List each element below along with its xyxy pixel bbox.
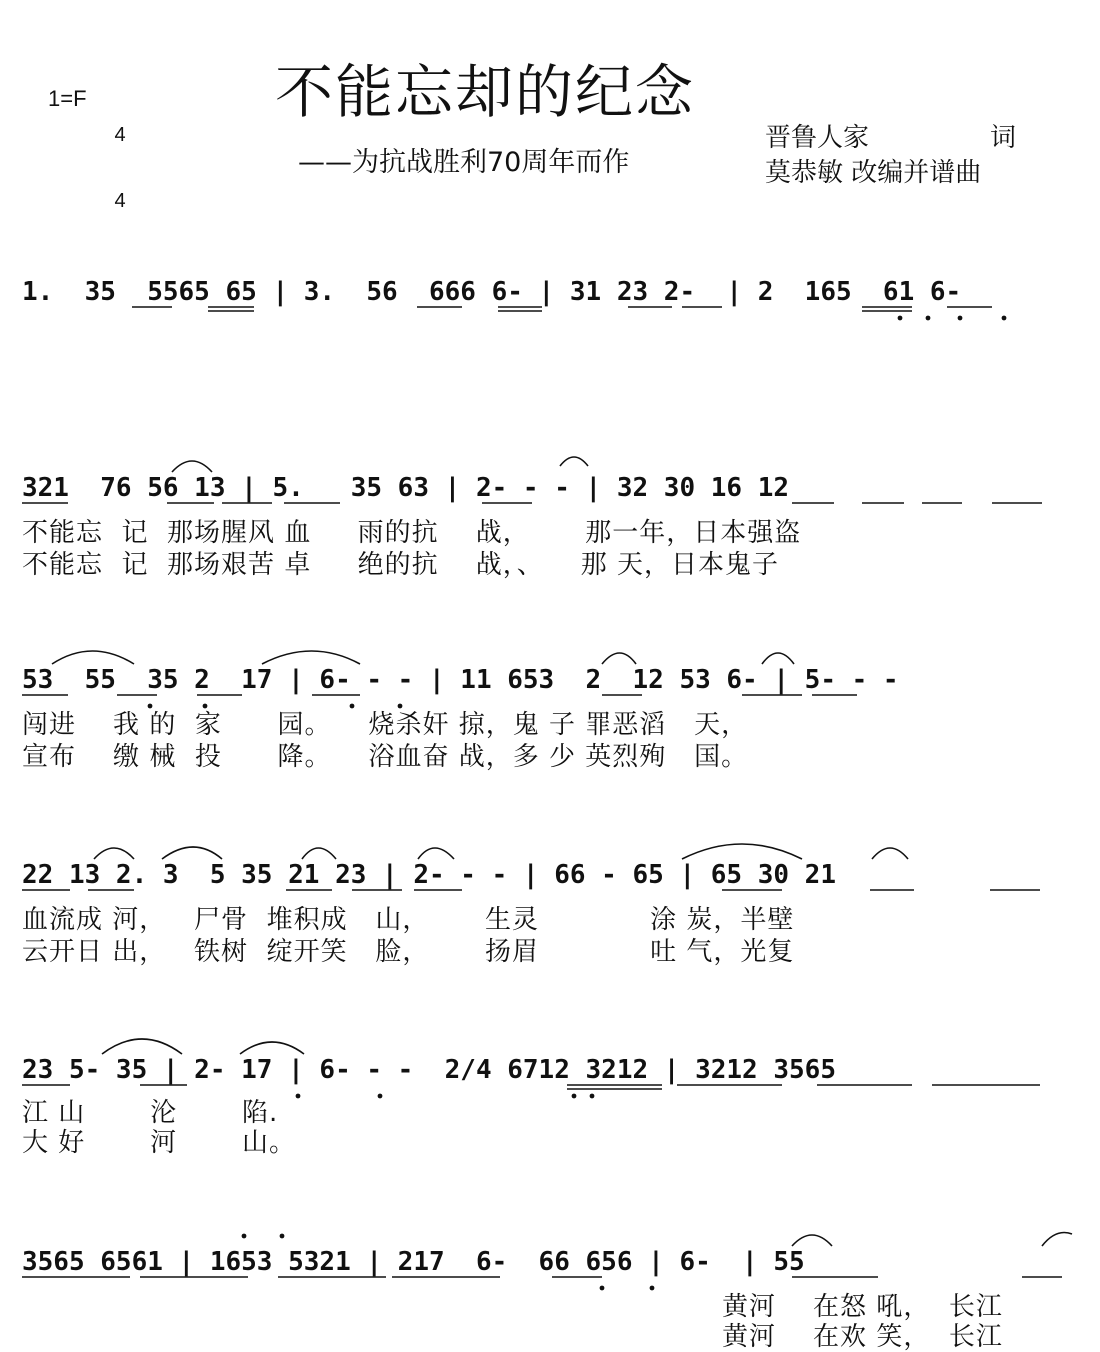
lyric-verse-2: 不能忘 记 那场艰苦 卓 绝的抗 战，、 那 天，日本鬼子 (22, 550, 780, 580)
score-row-6 (22, 1242, 1078, 1351)
score-row-1 (22, 272, 1078, 332)
notation-line: 53 55 35 2 17 | 6- - - | 11 653 2 12 53 6- | 5- - - (22, 665, 899, 695)
time-signature-bottom: 4 (114, 190, 126, 212)
lyricist-role: 词 (990, 123, 1017, 153)
score-row-5 (22, 1050, 1078, 1158)
score-row-4 (22, 855, 1078, 975)
notation-line: 23 5- 35 | 2- 17 | 6- - - 2/4 6712 3212 | 3212 3565 (22, 1055, 836, 1085)
lyric-verse-1: 闯进 我 的 家 园。 烧杀奸 掠，鬼 子 罪恶滔 天， (22, 710, 749, 740)
song-subtitle: ——为抗战胜利70周年而作 (298, 147, 630, 178)
time-signature (110, 80, 130, 234)
notation-line: 1. 35 5565 65 | 3. 56 666 6- | 31 23 2- | 2 165 61 6- (22, 277, 962, 307)
slur-and-underline-marks (22, 1050, 1078, 1110)
underline-marks (22, 272, 1078, 332)
notation-line: 22 13 2. 3 5 35 21 23 | 2- - - | 66 - 65 | 65 30 21 (22, 860, 836, 890)
lyricist-name: 晋鲁人家 (765, 123, 870, 153)
lyric-verse-1: 不能忘 记 那场腥风 血 雨的抗 战， 那一年，日本强盗 (22, 518, 802, 548)
notation-line: 3565 6561 | 1653 5321 | 217 6- 66 656 | 6- | 55 (22, 1247, 805, 1277)
time-signature-top: 4 (114, 124, 126, 146)
song-title: 不能忘却的纪念 (275, 58, 696, 126)
lyric-verse-1: 血流成 河， 尸骨 堆积成 山， 生灵 涂 炭，半壁 (22, 905, 795, 935)
lyric-verse-2: 宣布 缴 械 投 降。 浴血奋 战，多 少 英烈殉 国。 (22, 742, 749, 772)
lyric-verse-2: 大 好 河 山。 (22, 1128, 296, 1158)
composer-credit: 莫恭敏 改编并谱曲 (765, 158, 982, 188)
key-signature: 1=F (48, 86, 87, 111)
lyric-verse-2: 云开日 出， 铁树 绽开笑 脸， 扬眉 吐 气，光复 (22, 937, 795, 967)
slur-and-underline-marks (22, 855, 1078, 915)
slur-and-underline-marks (22, 1242, 1078, 1302)
score-row-2 (22, 468, 1078, 588)
slur-and-underline-marks (22, 660, 1078, 720)
slur-and-underline-marks (22, 468, 1078, 528)
lyric-verse-1: 江 山 沦 陷. (22, 1098, 279, 1128)
notation-line: 321 76 56 13 | 5. 35 63 | 2- - - | 32 30 16 12 (22, 473, 790, 503)
score-row-3 (22, 660, 1078, 780)
lyric-verse-2: 黄河 在欢 笑， 长江 (722, 1322, 1003, 1352)
lyric-verse-1: 黄河 在怒 吼， 长江 (722, 1292, 1003, 1322)
